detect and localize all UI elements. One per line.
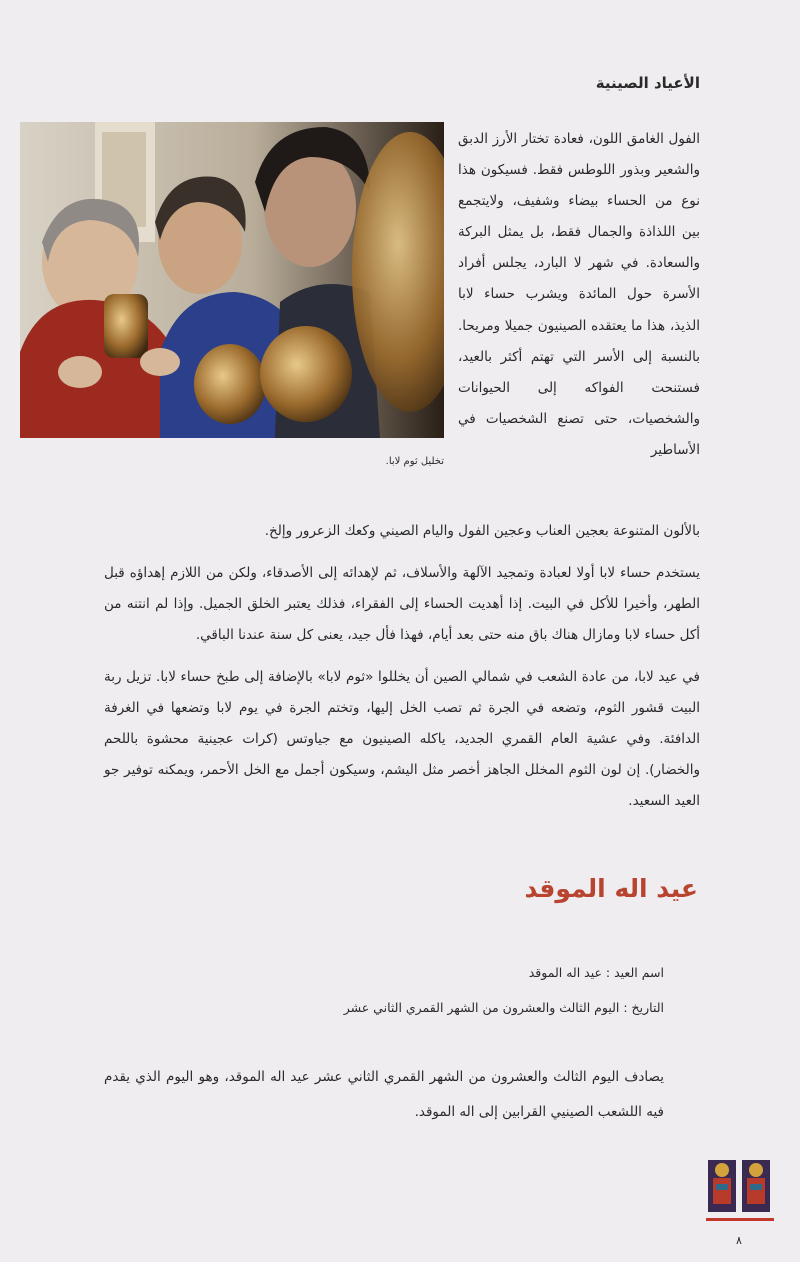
body-paragraph-2: يستخدم حساء لابا أولا لعبادة وتمجيد الآلهة والأسلاف، ثم لإهدائه إلى الأصدقاء، ولكن من اللازم إهداؤه قبل الطهر، وأخيرا للأكل في البيت. إذا أهديت الحساء إلى الفقراء، فذلك يعتبر الخلق الجميل. وإذا لم انتنه من أكل حساء لابا ومازال هناك باق منه حتى بعد أيام، فهذا فأل جيد، يعنى كل سنة عندنا الباقي. [104, 565, 700, 643]
photo-caption: تخليل ثوم لابا. [385, 456, 444, 467]
festival-date: التاريخ : اليوم الثالث والعشرون من الشهر القمري الثاني عشر [343, 1000, 664, 1015]
festival-name: اسم العيد : عيد اله الموقد [528, 965, 664, 980]
column-text [458, 124, 700, 466]
door-gods-ornament-icon [706, 1156, 774, 1222]
column-paragraph: الفول الغامق اللون، فعادة تختار الأرز الدبق والشعير وبذور اللوطس فقط. فسيكون هذا نوع من الحساء بيضاء وشفيف، ولايتجمع بين اللذاذة والجمال فقط، بل يمثل البركة والسعادة. في شهر لا البارد، يجلس أفراد الأسرة حول المائدة ويشرب حساء لابا الذيذ، هذا ما يعتقده الصينيون جميلا ومريحا. بالنسبة إلى الأسر التي تهتم أكثر بالعيد، فستنحت الفواكه إلى الحيوانات والشخصيات، حتى تصنع الشخصيات في الأساطير [458, 131, 700, 458]
photo-laba-garlic [20, 122, 444, 438]
body-paragraph-3: في عيد لابا، من عادة الشعب في شمالي الصين أن يخللوا «ثوم لابا» بالإضافة إلى طبخ حساء لابا. تزيل ربة البيت قشور الثوم، وتضعه في الجرة ثم تصب الخل إليها، وتختم الجرة في يوم لابا وتضعها في الغرفة الدافئة. وفي عشية العام القمري الجديد، ياكله الصينيون مع جياوتس (كرات عجينية محشوة باللحم والخضار). إن لون الثوم المخلل الجاهز أخصر مثل اليشم، وسيكون أجمل مع الخل الأحمر، ويمكنه توفير جو العيد السعيد. [104, 669, 700, 809]
body-text [104, 516, 700, 828]
section-text [104, 1060, 664, 1130]
festival-meta [104, 955, 664, 1025]
photo-women-laba-garlic-icon [20, 122, 444, 438]
body-paragraph-1: بالألون المتنوعة بعجين العناب وعجين الفول واليام الصيني وكعك الزعرور وإلخ. [264, 523, 700, 539]
section-heading: عيد اله الموقد [524, 874, 698, 903]
section-paragraph: يصادف اليوم الثالث والعشرون من الشهر القمري الثاني عشر عيد اله الموقد، وهو اليوم الذي يقدم فيه اللشعب الصينيي القرابين إلى اله الموقد. [104, 1069, 664, 1120]
page-number: ٨ [736, 1234, 742, 1247]
running-title: الأعياد الصينية [595, 74, 700, 92]
